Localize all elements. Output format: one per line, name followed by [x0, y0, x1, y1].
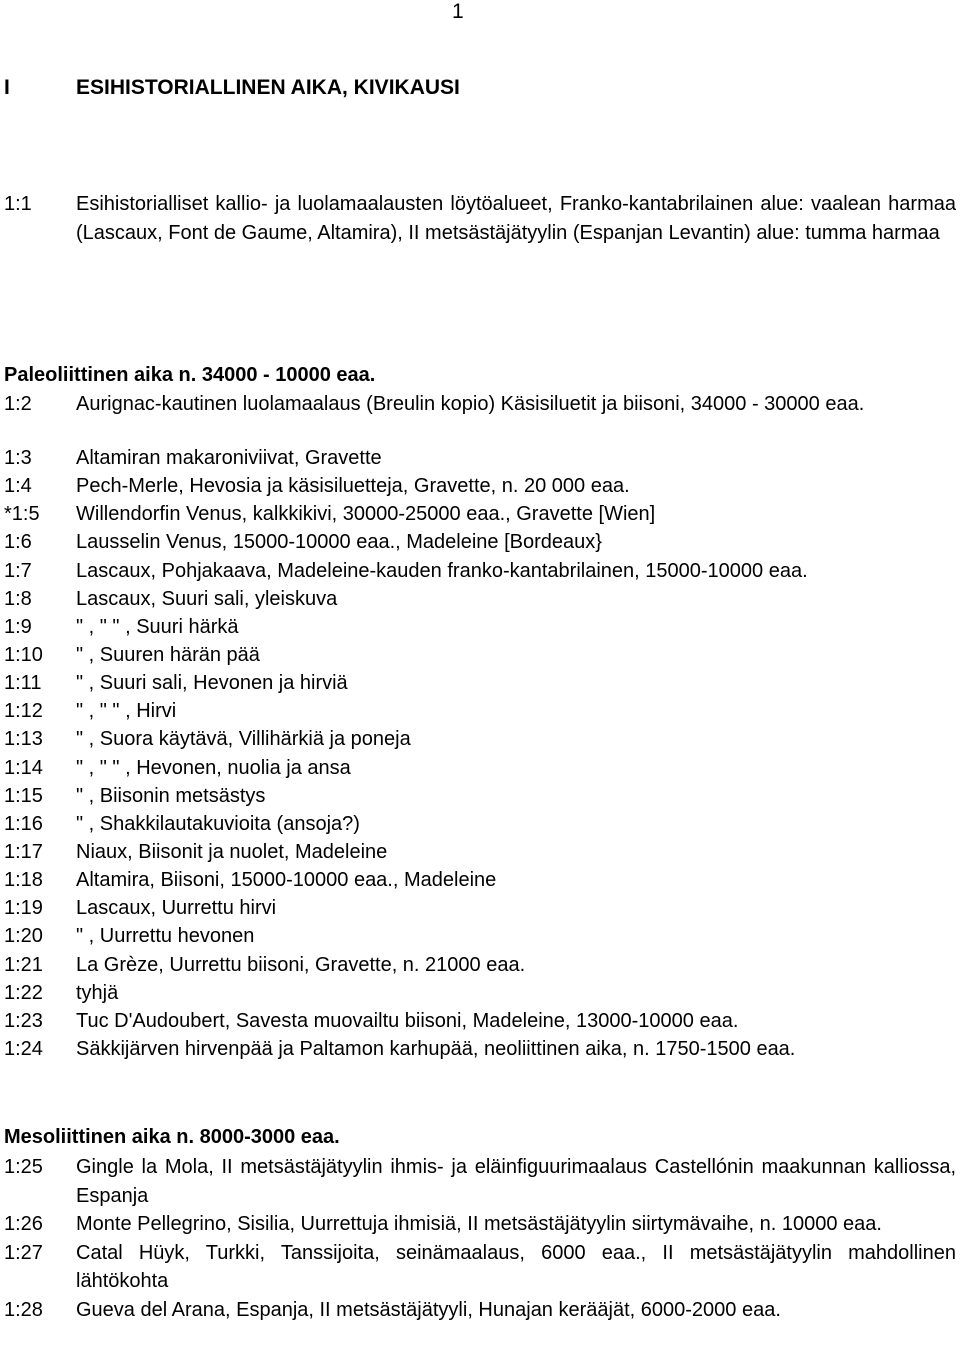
mesolithic-heading: Mesoliittinen aika n. 8000-3000 eaa.: [4, 1126, 340, 1148]
list-item: [4, 838, 956, 866]
entry-text: Altamira, Biisoni, 15000-10000 eaa., Madeleine: [76, 869, 497, 892]
entry-text: Esihistorialliset kallio- ja luolamaalausten löytöalueet, Franko-kantabrilainen alue: vaalean harmaa (Lascaux, Font de Gaume, Altamira), II metsästäjätyylin (Espanjan Levantin) alue: tumma harmaa: [76, 193, 956, 244]
entry-text: " , " " , Hevonen, nuolia ja ansa: [76, 756, 351, 779]
list-item: [4, 528, 956, 556]
list-item: [4, 810, 956, 838]
list-item: [4, 1296, 956, 1325]
list-item: [4, 557, 956, 585]
list-item: [4, 585, 956, 613]
list-item: [4, 1210, 956, 1239]
entry-text: " , Uurrettu hevonen: [76, 925, 255, 948]
entry-number: 1:21: [4, 953, 43, 976]
list-item: [4, 444, 956, 472]
entry-text: Willendorfin Venus, kalkkikivi, 30000-25000 eaa., Gravette [Wien]: [76, 503, 656, 526]
list-item: [4, 979, 956, 1007]
entry-text: Niaux, Biisonit ja nuolet, Madeleine: [76, 840, 388, 863]
list-item: [4, 1035, 956, 1063]
list-item: [4, 1153, 956, 1210]
list-item: [4, 500, 956, 528]
entry-text: Lausselin Venus, 15000-10000 eaa., Madeleine [Bordeaux}: [76, 531, 602, 554]
entry-number: 1:26: [4, 1213, 43, 1235]
entry-text: Monte Pellegrino, Sisilia, Uurrettuja ihmisiä, II metsästäjätyylin siirtymävaihe, n. 10000 eaa.: [76, 1213, 882, 1235]
entry-number: 1:8: [4, 587, 32, 610]
entry-number: 1:4: [4, 475, 32, 498]
entry-number: 1:24: [4, 1037, 43, 1060]
entry-number: 1:13: [4, 728, 43, 751]
entry-text: Lascaux, Pohjakaava, Madeleine-kauden franko-kantabrilainen, 15000-10000 eaa.: [76, 559, 808, 582]
list-item: [4, 1239, 956, 1296]
entry-text: " , Suuri sali, Hevonen ja hirviä: [76, 672, 348, 695]
list-item: [4, 641, 956, 669]
chapter-number: I: [4, 76, 10, 99]
entry-number: 1:15: [4, 784, 43, 807]
entry-number: 1:19: [4, 897, 43, 920]
entry-number: 1:10: [4, 643, 43, 666]
entry-text: Gingle la Mola, II metsästäjätyylin ihmis- ja eläinfiguurimaalaus Castellónin maakunnan kalliossa, Espanja: [76, 1156, 956, 1207]
entry-number: 1:16: [4, 812, 43, 835]
entry-number: 1:22: [4, 981, 43, 1004]
entry-number: 1:25: [4, 1156, 43, 1178]
entry-text: Lascaux, Uurrettu hirvi: [76, 897, 277, 920]
list-item: [4, 697, 956, 725]
mesolithic-list: [4, 1153, 956, 1324]
list-item: [4, 390, 956, 419]
list-item: [4, 725, 956, 753]
entry-text: " , Suora käytävä, Villihärkiä ja poneja: [76, 728, 411, 751]
entry-text: Altamiran makaroniviivat, Gravette: [76, 447, 382, 469]
entry-text: La Grèze, Uurrettu biisoni, Gravette, n. 21000 eaa.: [76, 953, 526, 976]
entry-number: 1:11: [4, 672, 42, 695]
entry-number: 1:17: [4, 840, 43, 863]
entry-number: 1:7: [4, 559, 32, 582]
chapter-title: ESIHISTORIALLINEN AIKA, KIVIKAUSI: [76, 76, 460, 99]
entry-number: 1:12: [4, 700, 43, 723]
entry-text: Lascaux, Suuri sali, yleiskuva: [76, 587, 338, 610]
list-item: [4, 472, 956, 500]
entry-number: 1:28: [4, 1298, 43, 1321]
list-item: [4, 669, 956, 697]
entry-number: 1:20: [4, 925, 43, 948]
entry-text: " , " " , Hirvi: [76, 700, 177, 723]
list-item: [4, 894, 956, 922]
entry-number: 1:9: [4, 615, 32, 638]
entry-number: *1:5: [4, 503, 40, 526]
entry-number: 1:18: [4, 869, 43, 892]
entry-text: Gueva del Arana, Espanja, II metsästäjätyyli, Hunajan kerääjät, 6000-2000 eaa.: [76, 1298, 781, 1321]
entry-number: 1:27: [4, 1241, 43, 1264]
entry-text: Säkkijärven hirvenpää ja Paltamon karhupää, neoliittinen aika, n. 1750-1500 eaa.: [76, 1037, 796, 1060]
entry-text: " , Suuren härän pää: [76, 643, 260, 666]
entry-number: 1:1: [4, 193, 32, 215]
list-item: [4, 613, 956, 641]
entry-text: Catal Hüyk, Turkki, Tanssijoita, seinämaalaus, 6000 eaa., II metsästäjätyylin mahdollinen lähtökohta: [76, 1241, 956, 1292]
entry-text: Aurignac-kautinen luolamaalaus (Breulin kopio) Käsisiluetit ja biisoni, 34000 - 30000 eaa.: [76, 393, 865, 415]
entry-text: " , " " , Suuri härkä: [76, 615, 239, 638]
entry-text: Pech-Merle, Hevosia ja käsisiluetteja, Gravette, n. 20 000 eaa.: [76, 475, 630, 498]
list-item: [4, 866, 956, 894]
entry-text: " , Shakkilautakuvioita (ansoja?): [76, 812, 360, 835]
list-item: [4, 782, 956, 810]
entry-number: 1:6: [4, 531, 32, 554]
list-item: [4, 1007, 956, 1035]
entry-number: 1:3: [4, 447, 32, 469]
entry-number: 1:2: [4, 393, 32, 415]
intro-entry: [4, 190, 956, 248]
entry-text: Tuc D'Audoubert, Savesta muovailtu biisoni, Madeleine, 13000-10000 eaa.: [76, 1009, 739, 1032]
page-number: 1: [452, 0, 464, 23]
entry-number: 1:23: [4, 1009, 43, 1032]
list-item: [4, 951, 956, 979]
entry-number: 1:14: [4, 756, 43, 779]
entry-text: tyhjä: [76, 981, 119, 1004]
entry-text: " , Biisonin metsästys: [76, 784, 266, 807]
paleolithic-list: [4, 444, 956, 1063]
paleolithic-heading: Paleoliittinen aika n. 34000 - 10000 eaa.: [4, 364, 376, 386]
list-item: [4, 922, 956, 950]
list-item: [4, 754, 956, 782]
